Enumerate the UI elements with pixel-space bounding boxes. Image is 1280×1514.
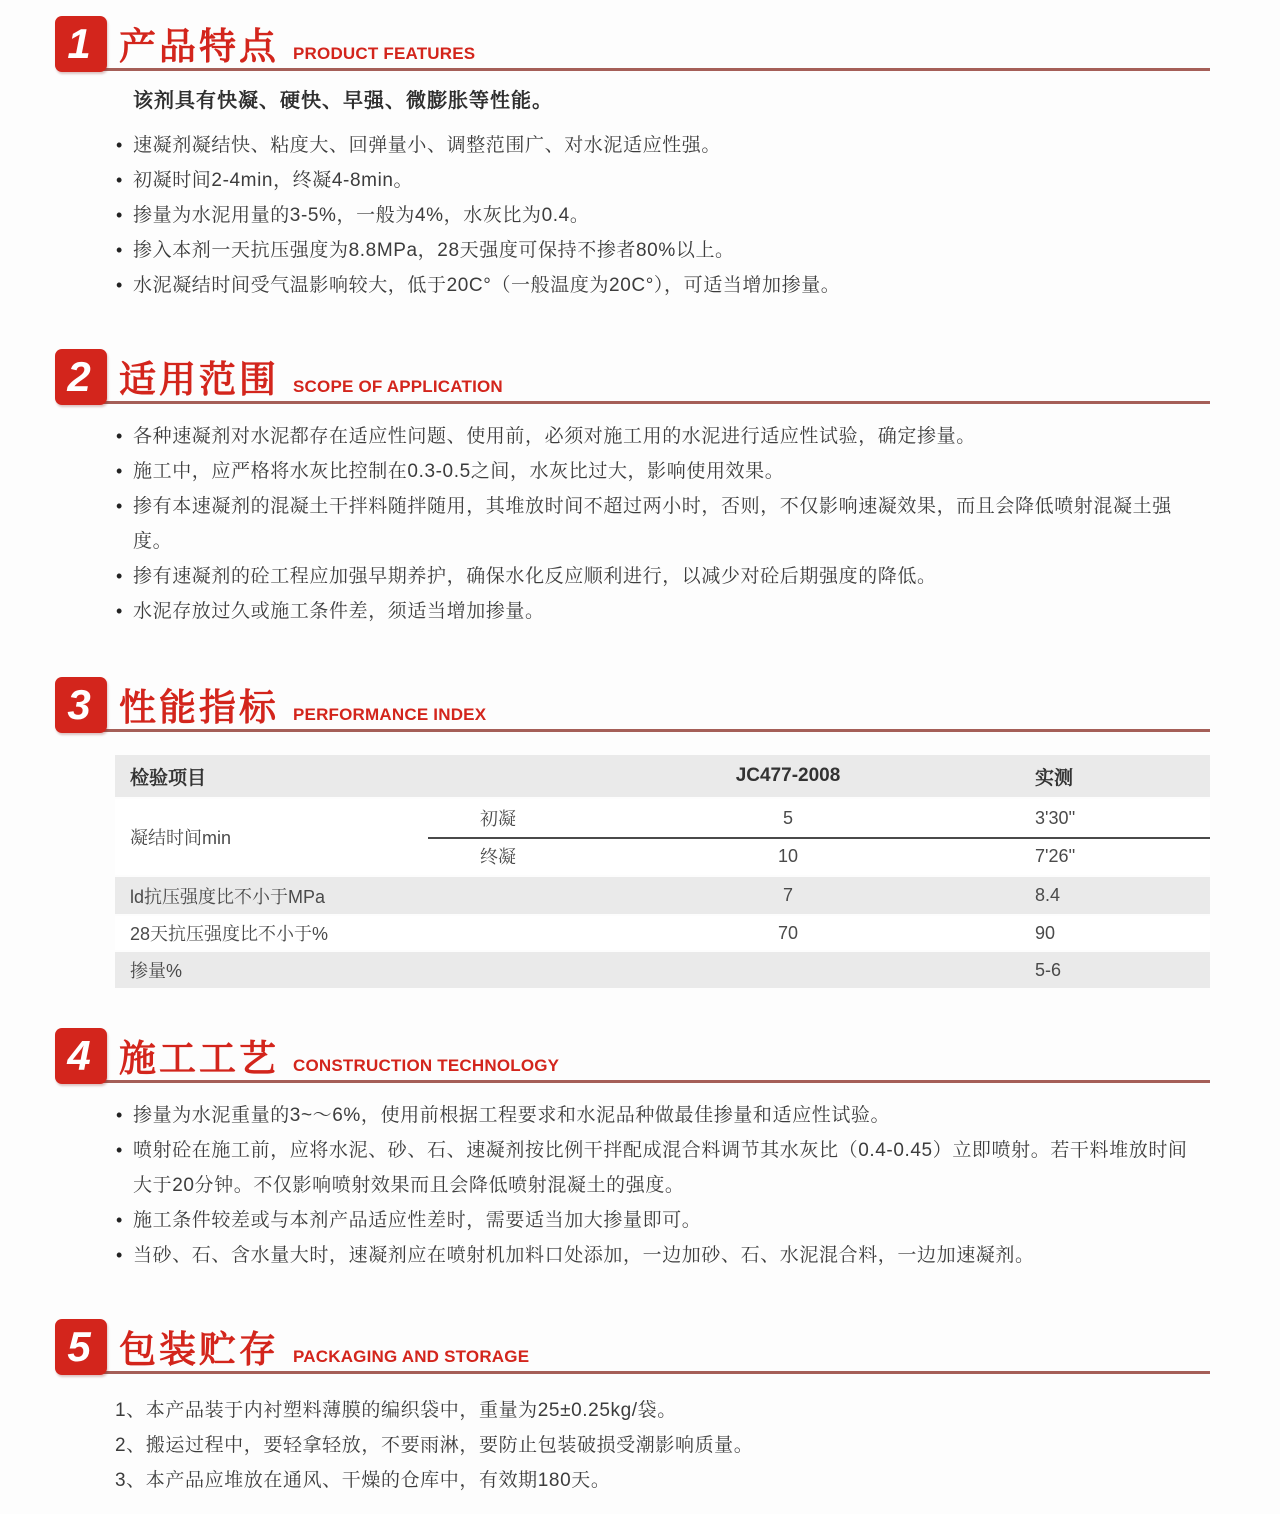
section-product-features [0, 0, 1280, 303]
table-row-28d-strength [115, 916, 1210, 950]
section-number: 1 [67, 20, 91, 67]
table-row-dosage [115, 952, 1210, 988]
setting-time-row-group [115, 799, 1210, 875]
row-measured: 5-6 [1035, 959, 1062, 980]
section-underline [63, 68, 1210, 71]
section-construction-technology [0, 1028, 1280, 1273]
bullet-item: • 掺入本剂一天抗压强度为8.8MPa，28天强度可保持不掺者80%以上。 [115, 233, 1205, 268]
section-number-badge [55, 349, 107, 405]
section-2-header [55, 349, 1212, 407]
section-number-badge [55, 677, 107, 733]
section-title: 施工工艺 [119, 1038, 279, 1079]
bullet-item: • 当砂、石、含水量大时，速凝剂应在喷射机加料口处添加，一边加砂、石、水泥混合料，一边加速凝剂。 [115, 1238, 1205, 1273]
bullet-item: • 掺有本速凝剂的混凝土干拌料随拌随用，其堆放时间不超过两小时，否则，不仅影响速凝效果，而且会降低喷射混凝土强度。 [115, 489, 1205, 559]
bullet-item: • 掺有速凝剂的砼工程应加强早期养护，确保水化反应顺利进行，以减少对砼后期强度的降低。 [115, 559, 1205, 594]
section-number: 2 [67, 353, 91, 400]
bullet-item: • 各种速凝剂对水泥都存在适应性问题、使用前，必须对施工用的水泥进行适应性试验，确定掺量。 [115, 419, 1205, 454]
bullet-item: • 水泥凝结时间受气温影响较大，低于20C°（一般温度为20C°），可适当增加掺量。 [115, 268, 1205, 303]
features-bullet-list [115, 128, 1205, 303]
bullet-item: • 施工中，应严格将水灰比控制在0.3-0.5之间，水灰比过大，影响使用效果。 [115, 454, 1205, 489]
section-subtitle: PRODUCT FEATURES [293, 44, 476, 63]
row-measured: 8.4 [1035, 885, 1061, 905]
section-underline [63, 1371, 1210, 1374]
section-number: 3 [67, 681, 91, 728]
scope-bullet-list [115, 419, 1205, 629]
section-number-badge [55, 1028, 107, 1084]
section-subtitle: SCOPE OF APPLICATION [293, 377, 503, 396]
bullet-item: • 水泥存放过久或施工条件差，须适当增加掺量。 [115, 594, 1205, 629]
section-title: 适用范围 [119, 359, 279, 400]
section-number: 4 [67, 1032, 91, 1079]
row-label: ld抗压强度比不小于MPa [130, 886, 326, 907]
initial-setting-standard: 5 [782, 807, 793, 828]
section-performance-index [0, 677, 1280, 988]
sub-row-divider [428, 837, 1210, 839]
setting-time-label: 凝结时间min [130, 828, 232, 848]
section-underline [63, 729, 1210, 732]
packaging-numbered-list [115, 1393, 1205, 1498]
bullet-item: • 速凝剂凝结快、粘度大、回弹量小、调整范围广、对水泥适应性强。 [115, 128, 1205, 163]
section-title-group [119, 1040, 559, 1077]
row-standard: 70 [777, 922, 799, 943]
row-standard: 7 [782, 885, 793, 905]
section-number: 5 [67, 1323, 91, 1370]
col-header-measured: 实测 [1035, 767, 1074, 789]
section-underline [63, 401, 1210, 404]
initial-setting-measured: 3'30'' [1035, 807, 1076, 828]
bullet-item: • 掺量为水泥重量的3~～6%，使用前根据工程要求和水泥品种做最佳掺量和适应性试验。 [115, 1098, 1205, 1133]
col-header-standard: JC477-2008 [735, 765, 841, 786]
section-subtitle: CONSTRUCTION TECHNOLOGY [293, 1056, 560, 1075]
section-packaging-storage [0, 1319, 1280, 1498]
bullet-item: • 喷射砼在施工前，应将水泥、砂、石、速凝剂按比例干拌配成混合料调节其水灰比（0.4-0.45）立即喷射。若干料堆放时间大于20分钟。不仅影响喷射效果而且会降低喷射混凝土的强度。 [115, 1133, 1205, 1203]
section-title: 包装贮存 [119, 1329, 279, 1370]
list-item: 1、本产品装于内衬塑料薄膜的编织袋中，重量为25±0.25kg/袋。 [115, 1400, 677, 1421]
bullet-item: • 初凝时间2-4min，终凝4-8min。 [115, 163, 1205, 198]
row-label: 掺量% [130, 961, 183, 981]
section-title: 性能指标 [119, 687, 279, 728]
section-3-header [55, 677, 1212, 735]
section-number-badge [55, 16, 107, 72]
table-header-row [115, 755, 1210, 797]
bullet-item: • 掺量为水泥用量的3-5%，一般为4%，水灰比为0.4。 [115, 198, 1205, 233]
section-4-header [55, 1028, 1212, 1086]
section-title-group [119, 361, 503, 398]
section-1-header [55, 16, 1212, 74]
list-item: 3、本产品应堆放在通风、干燥的仓库中，有效期180天。 [115, 1470, 611, 1491]
final-setting-standard: 10 [777, 845, 799, 866]
section-5-header [55, 1319, 1212, 1377]
section-title: 产品特点 [119, 26, 279, 67]
section-title-group [119, 1331, 529, 1368]
section-title-group [119, 689, 486, 726]
construction-bullet-list [115, 1098, 1205, 1273]
row-label: 28天抗压强度比不小于% [130, 924, 329, 944]
section-scope-of-application [0, 349, 1280, 629]
col-header-item: 检验项目 [130, 767, 207, 789]
table-row-1d-strength [115, 877, 1210, 914]
performance-table [115, 755, 1210, 988]
row-measured: 90 [1035, 922, 1056, 943]
features-intro-text: 该剂具有快凝、硬快、早强、微膨胀等性能。 [133, 90, 553, 112]
bullet-item: • 施工条件较差或与本剂产品适应性差时，需要适当加大掺量即可。 [115, 1203, 1205, 1238]
section-subtitle: PACKAGING AND STORAGE [293, 1347, 530, 1366]
initial-setting-name: 初凝 [480, 809, 516, 829]
final-setting-name: 终凝 [480, 847, 516, 867]
section-subtitle: PERFORMANCE INDEX [293, 705, 487, 724]
final-setting-measured: 7'26'' [1035, 845, 1076, 866]
section-number-badge [55, 1319, 107, 1375]
list-item: 2、搬运过程中，要轻拿轻放，不要雨淋，要防止包装破损受潮影响质量。 [115, 1435, 754, 1456]
section-underline [63, 1080, 1210, 1083]
section-title-group [119, 28, 475, 65]
